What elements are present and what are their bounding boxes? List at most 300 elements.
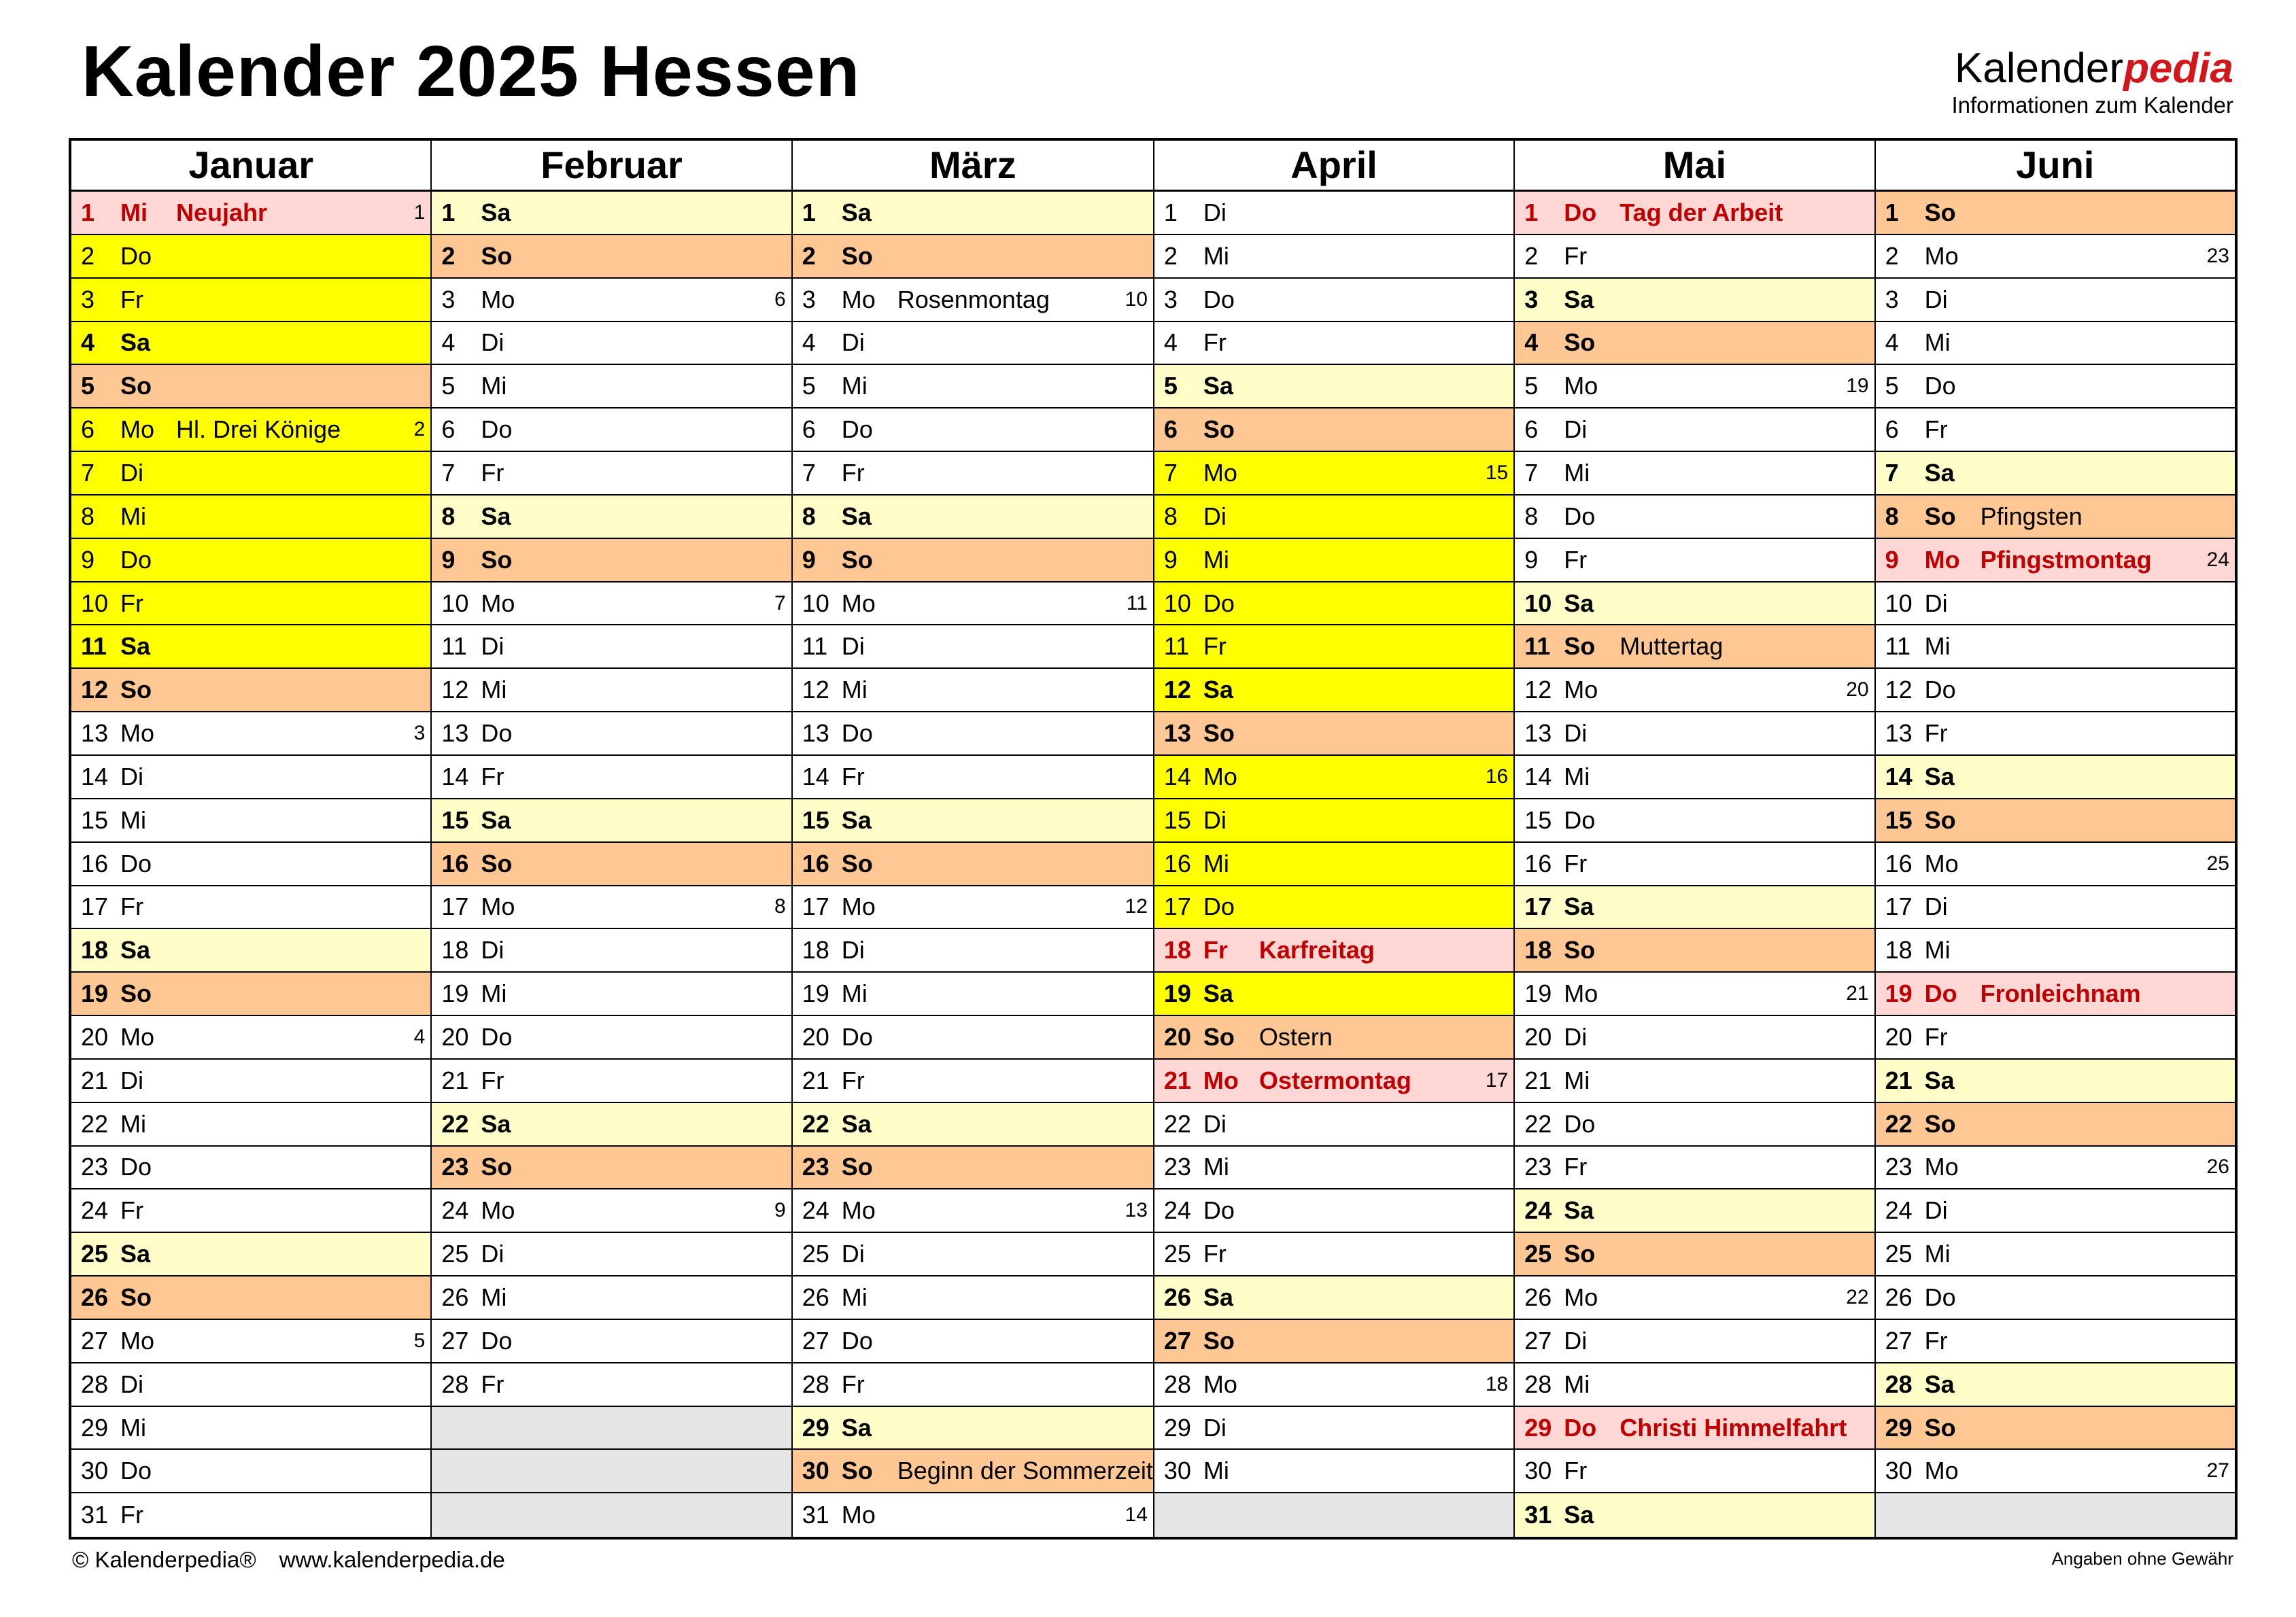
weekday: Fr bbox=[841, 1066, 865, 1094]
day-row[interactable] bbox=[1154, 886, 1513, 930]
day-row[interactable] bbox=[71, 322, 430, 366]
day-row[interactable] bbox=[1876, 322, 2235, 366]
month-header: Mai bbox=[1515, 141, 1874, 192]
day-row[interactable] bbox=[71, 1363, 430, 1407]
day-row[interactable] bbox=[1515, 799, 1874, 843]
day-row[interactable] bbox=[1154, 365, 1513, 408]
day-row[interactable] bbox=[1515, 1450, 1874, 1493]
day-row[interactable] bbox=[1876, 669, 2235, 712]
weekday: Mi bbox=[1203, 241, 1229, 270]
week-number: 16 bbox=[1485, 765, 1509, 788]
weekday: So bbox=[1924, 1413, 1956, 1442]
day-row[interactable] bbox=[1876, 192, 2235, 235]
day-row[interactable] bbox=[71, 192, 430, 235]
day-row[interactable] bbox=[1515, 756, 1874, 799]
day-row[interactable] bbox=[1876, 1189, 2235, 1233]
day-row[interactable] bbox=[793, 408, 1153, 452]
day-row[interactable] bbox=[1876, 408, 2235, 452]
day-row[interactable] bbox=[1876, 625, 2235, 669]
day-row[interactable] bbox=[1876, 1276, 2235, 1320]
day-row[interactable] bbox=[1876, 1016, 2235, 1060]
day-row[interactable] bbox=[1876, 843, 2235, 886]
day-row[interactable] bbox=[793, 235, 1153, 279]
day-row[interactable] bbox=[793, 712, 1153, 756]
weekday: Fr bbox=[1924, 1326, 1948, 1355]
day-row[interactable] bbox=[71, 1276, 430, 1320]
day-row[interactable] bbox=[1154, 1060, 1513, 1103]
day-number: 25 bbox=[81, 1240, 109, 1268]
day-row[interactable] bbox=[1515, 583, 1874, 626]
day-row[interactable] bbox=[1154, 322, 1513, 366]
month-column bbox=[791, 141, 1153, 1537]
day-number: 28 bbox=[802, 1370, 829, 1398]
day-row[interactable] bbox=[432, 886, 791, 930]
day-row[interactable] bbox=[1515, 1060, 1874, 1103]
day-row[interactable] bbox=[1154, 495, 1513, 539]
weekday: Mo bbox=[481, 589, 515, 617]
day-number: 6 bbox=[81, 415, 95, 444]
day-row[interactable] bbox=[71, 408, 430, 452]
day-row[interactable] bbox=[1876, 495, 2235, 539]
week-number: 10 bbox=[1125, 288, 1148, 311]
weekday: So bbox=[841, 545, 873, 574]
day-row[interactable] bbox=[432, 365, 791, 408]
day-row[interactable] bbox=[793, 973, 1153, 1016]
day-row[interactable] bbox=[71, 886, 430, 930]
weekday: Sa bbox=[481, 502, 511, 530]
day-row[interactable] bbox=[1876, 539, 2235, 583]
day-number: 22 bbox=[1163, 1109, 1191, 1138]
day-row[interactable] bbox=[1154, 235, 1513, 279]
day-row[interactable] bbox=[71, 495, 430, 539]
day-row[interactable] bbox=[1154, 1016, 1513, 1060]
day-row[interactable] bbox=[1876, 929, 2235, 973]
day-row[interactable] bbox=[71, 1320, 430, 1363]
day-row[interactable] bbox=[432, 756, 791, 799]
day-row[interactable] bbox=[71, 756, 430, 799]
day-row[interactable] bbox=[1515, 279, 1874, 322]
day-row[interactable] bbox=[432, 1320, 791, 1363]
day-number: 7 bbox=[1885, 458, 1899, 487]
empty-cell bbox=[432, 1450, 791, 1493]
day-row[interactable] bbox=[793, 1276, 1153, 1320]
day-row[interactable] bbox=[71, 973, 430, 1016]
day-number: 23 bbox=[441, 1153, 469, 1181]
day-row[interactable] bbox=[793, 1016, 1153, 1060]
weekday: Mi bbox=[841, 979, 868, 1008]
day-number: 30 bbox=[81, 1457, 109, 1485]
day-row[interactable] bbox=[1876, 886, 2235, 930]
day-row[interactable] bbox=[1515, 973, 1874, 1016]
weekday: Fr bbox=[1203, 936, 1228, 964]
day-row[interactable] bbox=[1154, 799, 1513, 843]
day-row[interactable] bbox=[1154, 279, 1513, 322]
day-row[interactable] bbox=[1515, 625, 1874, 669]
day-row[interactable] bbox=[71, 365, 430, 408]
day-row[interactable] bbox=[1154, 1363, 1513, 1407]
weekday: Mi bbox=[1564, 1066, 1590, 1094]
day-row[interactable] bbox=[71, 279, 430, 322]
day-number: 5 bbox=[802, 372, 816, 400]
weekday: Mo bbox=[1564, 1283, 1598, 1312]
weekday: Sa bbox=[1564, 1501, 1594, 1529]
day-number: 29 bbox=[1163, 1413, 1191, 1442]
day-row[interactable] bbox=[1154, 625, 1513, 669]
day-row[interactable] bbox=[1876, 1407, 2235, 1450]
weekday: Di bbox=[481, 328, 504, 357]
day-row[interactable] bbox=[71, 625, 430, 669]
day-row[interactable] bbox=[793, 1189, 1153, 1233]
weekday: Di bbox=[1203, 1413, 1227, 1442]
day-row[interactable] bbox=[71, 1016, 430, 1060]
day-row[interactable] bbox=[793, 452, 1153, 495]
day-row[interactable] bbox=[1515, 1147, 1874, 1190]
day-row[interactable] bbox=[793, 1320, 1153, 1363]
weekday: Mo bbox=[1564, 979, 1598, 1008]
weekday: Di bbox=[841, 1240, 865, 1268]
day-row[interactable] bbox=[71, 1493, 430, 1537]
day-row[interactable] bbox=[432, 192, 791, 235]
day-row[interactable] bbox=[1515, 843, 1874, 886]
weekday: So bbox=[120, 372, 152, 400]
day-row[interactable] bbox=[1515, 1363, 1874, 1407]
day-row[interactable] bbox=[432, 322, 791, 366]
day-number: 24 bbox=[1524, 1196, 1552, 1225]
weekday: Do bbox=[481, 415, 513, 444]
day-row[interactable] bbox=[1876, 799, 2235, 843]
day-row[interactable] bbox=[1154, 1407, 1513, 1450]
day-row[interactable] bbox=[1154, 756, 1513, 799]
day-row[interactable] bbox=[1515, 192, 1874, 235]
day-row[interactable] bbox=[1515, 929, 1874, 973]
weekday: Fr bbox=[1564, 849, 1588, 877]
weekday: Fr bbox=[481, 762, 504, 790]
holiday-name: Rosenmontag bbox=[897, 285, 1050, 313]
day-row[interactable] bbox=[71, 452, 430, 495]
website-link[interactable]: www.kalenderpedia.de bbox=[279, 1547, 505, 1572]
day-row[interactable] bbox=[71, 1189, 430, 1233]
weekday: Sa bbox=[1924, 458, 1955, 487]
day-row[interactable] bbox=[1515, 1103, 1874, 1147]
day-row[interactable] bbox=[793, 495, 1153, 539]
day-row[interactable] bbox=[1876, 1060, 2235, 1103]
month-header: Februar bbox=[432, 141, 791, 192]
brand-tagline: Informationen zum Kalender bbox=[1951, 92, 2233, 118]
day-row[interactable] bbox=[1154, 452, 1513, 495]
day-row[interactable] bbox=[1154, 539, 1513, 583]
weekday: Sa bbox=[120, 328, 151, 357]
weekday: So bbox=[120, 979, 152, 1008]
weekday: Do bbox=[1203, 1196, 1235, 1225]
day-row[interactable] bbox=[793, 583, 1153, 626]
day-row[interactable] bbox=[793, 843, 1153, 886]
day-number: 30 bbox=[802, 1457, 829, 1485]
day-number: 23 bbox=[81, 1153, 109, 1181]
day-row[interactable] bbox=[1876, 235, 2235, 279]
day-row[interactable] bbox=[1154, 1320, 1513, 1363]
weekday: Mi bbox=[841, 1283, 868, 1312]
day-number: 23 bbox=[802, 1153, 829, 1181]
day-row[interactable] bbox=[71, 669, 430, 712]
day-row[interactable] bbox=[432, 625, 791, 669]
day-row[interactable] bbox=[793, 539, 1153, 583]
weekday: Mo bbox=[841, 892, 876, 921]
day-number: 28 bbox=[1885, 1370, 1913, 1398]
day-number: 10 bbox=[1163, 589, 1191, 617]
day-number: 10 bbox=[802, 589, 829, 617]
day-row[interactable] bbox=[1876, 1320, 2235, 1363]
weekday: Mo bbox=[1203, 1370, 1237, 1398]
day-number: 12 bbox=[441, 676, 469, 704]
holiday-name: Fronleichnam bbox=[1980, 979, 2141, 1008]
day-row[interactable] bbox=[71, 799, 430, 843]
weekday: Mo bbox=[481, 285, 515, 313]
day-row[interactable] bbox=[1154, 1103, 1513, 1147]
brand-name-part2: pedia bbox=[2123, 45, 2233, 92]
day-row[interactable] bbox=[432, 973, 791, 1016]
day-row[interactable] bbox=[432, 799, 791, 843]
day-row[interactable] bbox=[793, 625, 1153, 669]
day-row[interactable] bbox=[432, 279, 791, 322]
day-number: 16 bbox=[1524, 849, 1552, 877]
day-row[interactable] bbox=[1515, 1493, 1874, 1537]
day-row[interactable] bbox=[71, 1407, 430, 1450]
day-row[interactable] bbox=[1154, 973, 1513, 1016]
weekday: Fr bbox=[841, 1370, 865, 1398]
weekday: Sa bbox=[1924, 1370, 1955, 1398]
weekday: Mo bbox=[1564, 676, 1598, 704]
day-number: 16 bbox=[81, 849, 109, 877]
day-number: 29 bbox=[1885, 1413, 1913, 1442]
day-number: 31 bbox=[81, 1501, 109, 1529]
weekday: Mo bbox=[1924, 1457, 1959, 1485]
day-row[interactable] bbox=[1154, 1450, 1513, 1493]
weekday: Di bbox=[1203, 198, 1227, 226]
day-row[interactable] bbox=[432, 1276, 791, 1320]
weekday: Sa bbox=[1203, 979, 1233, 1008]
day-row[interactable] bbox=[1876, 1233, 2235, 1276]
weekday: Do bbox=[1924, 676, 1956, 704]
day-row[interactable] bbox=[793, 365, 1153, 408]
weekday: So bbox=[1203, 1022, 1235, 1051]
weekday: Fr bbox=[1924, 415, 1948, 444]
day-row[interactable] bbox=[1154, 1189, 1513, 1233]
day-row[interactable] bbox=[793, 1407, 1153, 1450]
day-row[interactable] bbox=[793, 669, 1153, 712]
day-row[interactable] bbox=[1876, 583, 2235, 626]
weekday: Sa bbox=[841, 1109, 872, 1138]
day-row[interactable] bbox=[1154, 843, 1513, 886]
day-row[interactable] bbox=[432, 235, 791, 279]
week-number: 20 bbox=[1846, 678, 1869, 701]
weekday: Sa bbox=[481, 805, 511, 834]
day-row[interactable] bbox=[432, 452, 791, 495]
weekday: Mi bbox=[120, 1413, 146, 1442]
day-row[interactable] bbox=[432, 929, 791, 973]
weekday: Di bbox=[120, 762, 143, 790]
day-number: 26 bbox=[1885, 1283, 1913, 1312]
day-row[interactable] bbox=[1515, 886, 1874, 930]
day-row[interactable] bbox=[793, 886, 1153, 930]
week-number: 5 bbox=[413, 1329, 426, 1352]
day-row[interactable] bbox=[432, 1233, 791, 1276]
day-row[interactable] bbox=[1515, 1276, 1874, 1320]
weekday: Do bbox=[1203, 285, 1235, 313]
day-row[interactable] bbox=[1876, 756, 2235, 799]
day-number: 20 bbox=[802, 1022, 829, 1051]
day-row[interactable] bbox=[1154, 1276, 1513, 1320]
day-row[interactable] bbox=[1515, 712, 1874, 756]
day-row[interactable] bbox=[793, 1103, 1153, 1147]
day-number: 28 bbox=[441, 1370, 469, 1398]
day-number: 9 bbox=[1524, 545, 1539, 574]
day-row[interactable] bbox=[1515, 1407, 1874, 1450]
day-row[interactable] bbox=[432, 495, 791, 539]
day-row[interactable] bbox=[1515, 452, 1874, 495]
day-row[interactable] bbox=[793, 1233, 1153, 1276]
day-row[interactable] bbox=[1876, 973, 2235, 1016]
day-row[interactable] bbox=[71, 583, 430, 626]
day-row[interactable] bbox=[1154, 712, 1513, 756]
weekday: Mi bbox=[1924, 328, 1951, 357]
weekday: So bbox=[841, 1153, 873, 1181]
page-title: Kalender 2025 Hessen bbox=[82, 31, 861, 111]
day-row[interactable] bbox=[432, 1189, 791, 1233]
day-row[interactable] bbox=[1876, 452, 2235, 495]
day-row[interactable] bbox=[1876, 1103, 2235, 1147]
day-row[interactable] bbox=[432, 1147, 791, 1190]
day-number: 24 bbox=[1163, 1196, 1191, 1225]
week-number: 6 bbox=[774, 288, 786, 311]
day-row[interactable] bbox=[1515, 669, 1874, 712]
day-number: 14 bbox=[1163, 762, 1191, 790]
day-row[interactable] bbox=[1515, 495, 1874, 539]
weekday: Do bbox=[120, 545, 152, 574]
day-row[interactable] bbox=[1515, 1189, 1874, 1233]
day-row[interactable] bbox=[1154, 929, 1513, 973]
day-number: 8 bbox=[1524, 502, 1539, 530]
weekday: So bbox=[481, 545, 513, 574]
day-row[interactable] bbox=[793, 1450, 1153, 1493]
day-row[interactable] bbox=[1876, 1363, 2235, 1407]
day-number: 31 bbox=[802, 1501, 829, 1529]
day-row[interactable] bbox=[71, 235, 430, 279]
day-row[interactable] bbox=[793, 1493, 1153, 1537]
day-row[interactable] bbox=[71, 1103, 430, 1147]
day-row[interactable] bbox=[793, 799, 1153, 843]
day-number: 7 bbox=[81, 458, 95, 487]
day-row[interactable] bbox=[1515, 1320, 1874, 1363]
weekday: Sa bbox=[120, 936, 151, 964]
day-number: 8 bbox=[1163, 502, 1178, 530]
weekday: Fr bbox=[841, 458, 865, 487]
day-row[interactable] bbox=[71, 539, 430, 583]
day-number: 24 bbox=[802, 1196, 829, 1225]
day-row[interactable] bbox=[1154, 192, 1513, 235]
day-row[interactable] bbox=[1876, 1450, 2235, 1493]
day-number: 28 bbox=[1163, 1370, 1191, 1398]
day-row[interactable] bbox=[1515, 408, 1874, 452]
weekday: Di bbox=[1564, 1022, 1588, 1051]
day-row[interactable] bbox=[1876, 1147, 2235, 1190]
weekday: Do bbox=[481, 1326, 513, 1355]
day-row[interactable] bbox=[1515, 235, 1874, 279]
day-row[interactable] bbox=[432, 408, 791, 452]
day-row[interactable] bbox=[71, 1233, 430, 1276]
day-row[interactable] bbox=[71, 1060, 430, 1103]
day-row[interactable] bbox=[71, 843, 430, 886]
week-number: 3 bbox=[413, 722, 426, 745]
day-row[interactable] bbox=[432, 712, 791, 756]
weekday: Fr bbox=[1203, 1240, 1227, 1268]
day-number: 13 bbox=[1163, 719, 1191, 748]
day-row[interactable] bbox=[1154, 583, 1513, 626]
weekday: Do bbox=[841, 1326, 873, 1355]
day-row[interactable] bbox=[1876, 365, 2235, 408]
day-row[interactable] bbox=[432, 583, 791, 626]
day-row[interactable] bbox=[432, 1103, 791, 1147]
day-row[interactable] bbox=[432, 1060, 791, 1103]
day-row[interactable] bbox=[1154, 1233, 1513, 1276]
day-row[interactable] bbox=[1515, 1233, 1874, 1276]
day-row[interactable] bbox=[71, 1450, 430, 1493]
weekday: Di bbox=[481, 936, 504, 964]
weekday: Sa bbox=[1564, 589, 1594, 617]
weekday: Do bbox=[1924, 1283, 1956, 1312]
day-number: 3 bbox=[441, 285, 456, 313]
day-row[interactable] bbox=[1515, 539, 1874, 583]
day-row[interactable] bbox=[1515, 365, 1874, 408]
day-number: 29 bbox=[1524, 1413, 1552, 1442]
day-row[interactable] bbox=[1876, 279, 2235, 322]
day-row[interactable] bbox=[793, 1147, 1153, 1190]
day-row[interactable] bbox=[1876, 712, 2235, 756]
day-row[interactable] bbox=[1515, 322, 1874, 366]
weekday: So bbox=[1203, 415, 1235, 444]
day-row[interactable] bbox=[1154, 408, 1513, 452]
day-row[interactable] bbox=[1154, 1147, 1513, 1190]
day-row[interactable] bbox=[432, 1363, 791, 1407]
weekday: Fr bbox=[120, 1501, 143, 1529]
day-number: 20 bbox=[1163, 1022, 1191, 1051]
day-row[interactable] bbox=[793, 1363, 1153, 1407]
day-row[interactable] bbox=[793, 322, 1153, 366]
weekday: Fr bbox=[120, 1196, 143, 1225]
day-row[interactable] bbox=[432, 1016, 791, 1060]
weekday: Mi bbox=[841, 676, 868, 704]
disclaimer-text: Angaben ohne Gewähr bbox=[2051, 1548, 2233, 1569]
weekday: Mo bbox=[1924, 849, 1959, 877]
day-row[interactable] bbox=[793, 279, 1153, 322]
day-row[interactable] bbox=[793, 929, 1153, 973]
day-number: 26 bbox=[802, 1283, 829, 1312]
day-row[interactable] bbox=[71, 929, 430, 973]
day-number: 6 bbox=[441, 415, 456, 444]
day-row[interactable] bbox=[793, 192, 1153, 235]
day-row[interactable] bbox=[432, 669, 791, 712]
day-row[interactable] bbox=[432, 539, 791, 583]
weekday: So bbox=[1564, 328, 1596, 357]
day-row[interactable] bbox=[71, 1147, 430, 1190]
day-row[interactable] bbox=[1515, 1016, 1874, 1060]
day-row[interactable] bbox=[71, 712, 430, 756]
day-row[interactable] bbox=[793, 756, 1153, 799]
week-number: 23 bbox=[2206, 244, 2229, 267]
day-row[interactable] bbox=[793, 1060, 1153, 1103]
weekday: Sa bbox=[1924, 1066, 1955, 1094]
day-row[interactable] bbox=[432, 843, 791, 886]
day-row[interactable] bbox=[1154, 669, 1513, 712]
